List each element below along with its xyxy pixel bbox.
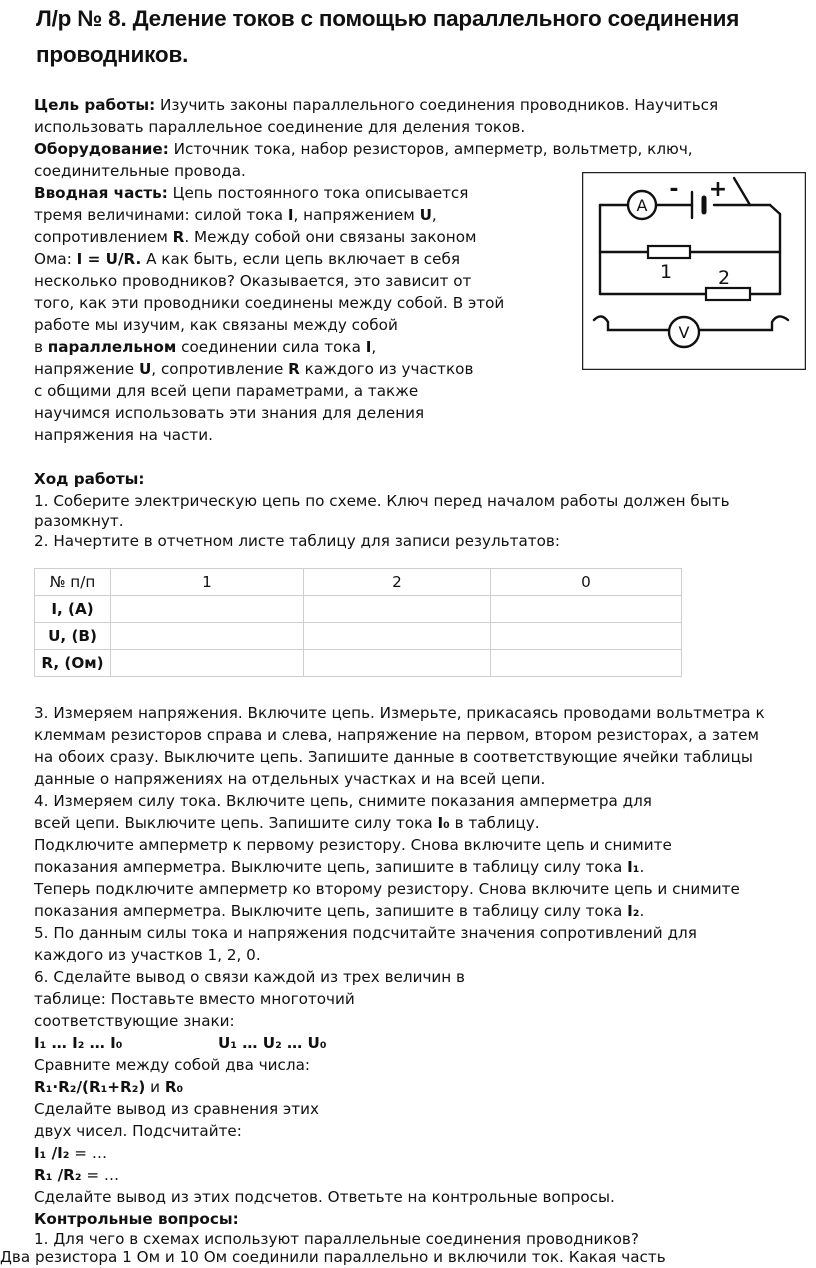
resistor-2 (706, 288, 750, 300)
table-cell (304, 596, 491, 623)
table-cell (111, 623, 304, 650)
control-question-1: 1. Для чего в схемах используют параллельные соединения проводников? (34, 1230, 639, 1248)
equipment-line-2: соединительные провода. (34, 162, 246, 180)
step-text: показания амперметра. Выключите цепь, запишите в таблицу силу тока (34, 858, 628, 876)
step-3-line-4: данные о напряжениях на отдельных участках и на всей цепи. (34, 770, 546, 788)
table-cell (304, 623, 491, 650)
step-text: . (639, 902, 645, 920)
step-text: = … (69, 1144, 108, 1162)
intro-text: тремя величинами: силой тока (34, 206, 288, 224)
intro-line-7: работе мы изучим, как связаны между собой (34, 316, 398, 334)
table-row (35, 623, 682, 650)
voltage-relation: U₁ … U₂ … U₀ (218, 1034, 327, 1052)
table-cell (111, 650, 304, 677)
voltmeter-label: V (678, 323, 690, 342)
conclusion-line-2: двух чисел. Подсчитайте: (34, 1122, 242, 1140)
step-3-line-3: на обоих сразу. Выключите цепь. Запишите данные в соответствующие ячейки таблицы (34, 748, 753, 766)
table-row (35, 650, 682, 677)
symbol-i1: I₁ (627, 858, 640, 876)
symbol-current: I (365, 338, 372, 356)
intro-text: напряжение (34, 360, 139, 378)
compare-formula-line (34, 1076, 183, 1098)
step-text: = … (81, 1166, 120, 1184)
intro-line-8 (34, 336, 376, 358)
row-label-current: I, (А) (35, 596, 111, 623)
table-row (35, 596, 682, 623)
compare-prompt: Сравните между собой два числа: (34, 1056, 311, 1074)
step-4-line-1: 4. Измеряем силу тока. Включите цепь, снимите показания амперметра для (34, 792, 652, 810)
step-text: в таблицу. (449, 814, 540, 832)
table-header-row (35, 569, 682, 596)
symbol-r0: R₀ (164, 1078, 184, 1096)
plus-sign: + (708, 177, 728, 202)
intro-line-5: несколько проводников? Оказывается, это зависит от (34, 272, 472, 290)
row-label-resistance: R, (Ом) (35, 650, 111, 677)
intro-text: А как быть, если цепь включает в себя (141, 250, 460, 268)
step-6-line-2: таблице: Поставьте вместо многоточий (34, 990, 355, 1008)
intro-text: каждого из участков (299, 360, 474, 378)
intro-line-11: научимся использовать эти знания для деления (34, 404, 425, 422)
intro-line-2 (34, 204, 437, 226)
parallel-term: параллельном (47, 338, 177, 356)
ohm-law: I = U/R. (76, 250, 142, 268)
intro-line-10: с общими для всей цепи параметрами, а также (34, 382, 419, 400)
intro-text: , (431, 206, 437, 224)
row-label-voltage: U, (В) (35, 623, 111, 650)
resistor-1-number: 1 (659, 261, 673, 283)
intro-text: , сопротивление (151, 360, 289, 378)
step-5-line-2: каждого из участков 1, 2, 0. (34, 946, 261, 964)
step-2: 2. Начертите в отчетном листе таблицу для записи результатов: (34, 532, 560, 550)
table-cell (111, 596, 304, 623)
step-text: показания амперметра. Выключите цепь, запишите в таблицу силу тока (34, 902, 628, 920)
intro-label: Вводная часть: (34, 184, 168, 202)
control-questions-heading: Контрольные вопросы: (34, 1210, 239, 1228)
intro-text: . Между собой они связаны законом (184, 228, 477, 246)
current-relation: I₁ … I₂ … I₀ (34, 1034, 123, 1052)
step-4-line-2 (34, 812, 540, 834)
step-1-line-1: 1. Соберите электрическую цепь по схеме. Ключ перед началом работы должен быть (34, 492, 730, 510)
intro-line-4 (34, 248, 460, 270)
resistance-ratio-line (34, 1164, 119, 1186)
intro-text: в (34, 338, 48, 356)
step-6-line-3: соответствующие знаки: (34, 1012, 235, 1030)
resistor-1 (648, 246, 690, 258)
step-4-line-6 (34, 900, 644, 922)
intro-text: соединении сила тока (176, 338, 366, 356)
intro-line-9 (34, 358, 473, 380)
intro-text: Цепь постоянного тока описывается (167, 184, 469, 202)
current-ratio-line (34, 1142, 107, 1164)
table-header-cell: 0 (491, 569, 682, 596)
goal-text: Изучить законы параллельного соединения проводников. Научиться (155, 96, 719, 114)
symbol-voltage: U (419, 206, 432, 224)
step-text: всей цепи. Выключите цепь. Запишите силу тока (34, 814, 438, 832)
step-1-line-2: разомкнут. (34, 512, 124, 530)
intro-text: сопротивлением (34, 228, 173, 246)
symbol-i0: I₀ (437, 814, 450, 832)
intro-line-12: напряжения на части. (34, 426, 213, 444)
intro-line-6: того, как эти проводники соединены между собой. В этой (34, 294, 505, 312)
intro-line-1 (34, 182, 468, 204)
step-5-line-1: 5. По данным силы тока и напряжения подсчитайте значения сопротивлений для (34, 924, 697, 942)
step-text: . (639, 858, 645, 876)
ammeter-label: A (636, 196, 648, 215)
goal-label: Цель работы: (34, 96, 156, 114)
goal-line-1 (34, 94, 718, 116)
intro-text: Ома: (34, 250, 77, 268)
step-4-line-4 (34, 856, 644, 878)
table-header-cell: № п/п (35, 569, 111, 596)
symbol-resistance: R (288, 360, 300, 378)
conclusion-line-1: Сделайте вывод из сравнения этих (34, 1100, 319, 1118)
minus-sign: - (669, 177, 679, 202)
equipment-line-1 (34, 138, 693, 160)
table-cell (491, 650, 682, 677)
circuit-diagram (582, 172, 806, 370)
table-cell (491, 596, 682, 623)
symbol-i2: I₂ (627, 902, 640, 920)
step-6-line-1: 6. Сделайте вывод о связи каждой из трех величин в (34, 968, 466, 986)
current-ratio: I₁ /I₂ (34, 1144, 70, 1162)
step-4-line-5: Теперь подключите амперметр ко второму резистору. Снова включите цепь и снимите (34, 880, 740, 898)
step-3-line-2: клеммам резисторов справа и слева, напряжение на первом, втором резисторах, а затем (34, 726, 759, 744)
intro-text: , (371, 338, 377, 356)
parallel-resistance-formula: R₁·R₂/(R₁+R₂) (34, 1078, 146, 1096)
table-header-cell: 2 (304, 569, 491, 596)
table-header-cell: 1 (111, 569, 304, 596)
control-question-2: Два резистора 1 Ом и 10 Ом соединили параллельно и включили ток. Какая часть (0, 1248, 666, 1266)
equipment-label: Оборудование: (34, 140, 169, 158)
intro-text: , напряжением (293, 206, 420, 224)
page-title: Л/р № 8. Деление токов с помощью параллельного соединения (36, 6, 740, 31)
symbol-current: I (287, 206, 294, 224)
symbol-voltage: U (138, 360, 152, 378)
results-table (34, 568, 682, 677)
table-cell (491, 623, 682, 650)
symbol-resistance: R (172, 228, 185, 246)
step-4-line-3: Подключите амперметр к первому резистору. Снова включите цепь и снимите (34, 836, 672, 854)
resistance-ratio: R₁ /R₂ (34, 1166, 82, 1184)
procedure-heading: Ход работы: (34, 470, 145, 488)
page-title-continuation: проводников. (36, 42, 189, 67)
table-cell (304, 650, 491, 677)
step-text: и (145, 1078, 165, 1096)
step-3-line-1: 3. Измеряем напряжения. Включите цепь. Измерьте, прикасаясь проводами вольтметра к (34, 704, 765, 722)
goal-line-2: использовать параллельное соединение для деления токов. (34, 118, 526, 136)
final-instruction: Сделайте вывод из этих подсчетов. Ответьте на контрольные вопросы. (34, 1188, 615, 1206)
intro-line-3 (34, 226, 476, 248)
resistor-2-number: 2 (717, 267, 731, 289)
equipment-text: Источник тока, набор резисторов, амперметр, вольтметр, ключ, (168, 140, 693, 158)
